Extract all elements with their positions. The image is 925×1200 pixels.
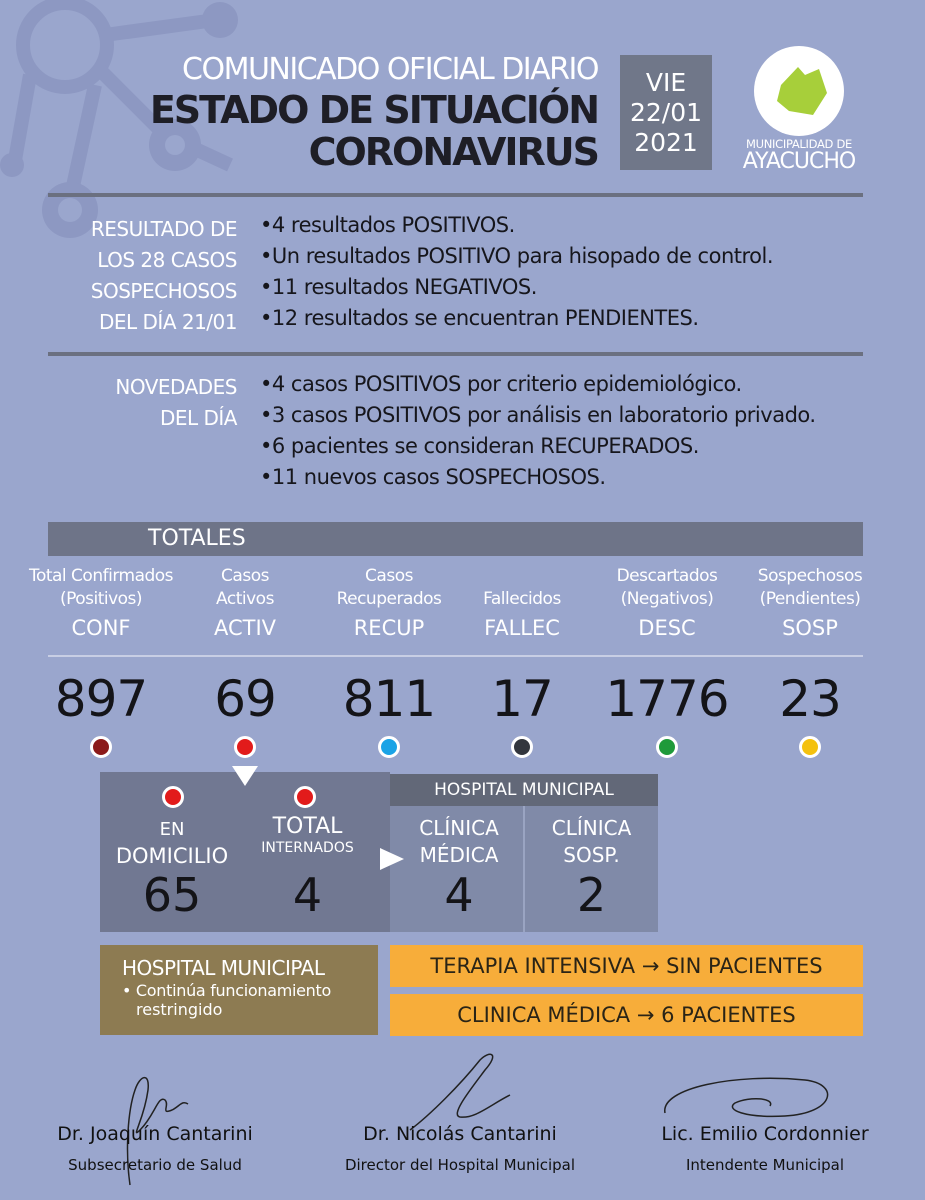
stat-name-line: (Positivos): [59, 589, 143, 609]
list-item: • 3 casos POSITIVOS por análisis en laboratorio privado.: [260, 400, 816, 431]
signature-name: Dr. Nicolás Cantarini: [363, 1123, 557, 1145]
domicilio-label: EN DOMICILIO: [115, 819, 229, 868]
totals-column: [730, 565, 890, 645]
stat-name: [587, 565, 747, 611]
status-dot-icon: [656, 736, 678, 758]
hospital-status-line: restringido: [136, 1000, 223, 1019]
stat-name-line: (Negativos): [620, 589, 714, 609]
stat-value: 897: [54, 670, 148, 728]
divider: [48, 352, 863, 356]
stat-name: [730, 565, 890, 611]
logo-top-text: MUNICIPALIDAD DE: [746, 137, 852, 151]
stat-value: 17: [491, 670, 553, 728]
signature-title: Director del Hospital Municipal: [344, 1156, 576, 1174]
results-list: [260, 210, 773, 334]
signature-name: Lic. Emilio Cordonnier: [661, 1123, 869, 1145]
signature-3-icon: [655, 1068, 845, 1128]
totals-column: [21, 565, 181, 645]
stat-abbr: FALLEC: [484, 616, 560, 640]
divider: [48, 655, 863, 657]
date-year: 2021: [634, 127, 698, 157]
list-item: • 11 resultados NEGATIVOS.: [260, 272, 773, 303]
stat-abbr: ACTIV: [213, 616, 277, 640]
clinica-sosp-label: CLÍNICA SOSP.: [551, 816, 632, 867]
list-item: • 4 resultados POSITIVOS.: [260, 210, 773, 241]
status-dot-icon: [378, 736, 400, 758]
stat-value: 811: [342, 670, 436, 728]
stat-name-line: Descartados: [616, 566, 718, 586]
hospital-status-title: HOSPITAL MUNICIPAL: [122, 956, 325, 980]
date-daymonth: 22/01: [629, 97, 703, 127]
list-item: • 11 nuevos casos SOSPECHOSOS.: [260, 462, 816, 493]
stat-abbr: CONF: [71, 616, 131, 640]
stat-name-line: Casos: [365, 566, 413, 586]
stat-name-line: Recuperados: [336, 589, 442, 609]
status-dot-icon: [511, 736, 533, 758]
signature-2-icon: [390, 1045, 530, 1135]
status-dot-icon: [234, 736, 256, 758]
logo-bottom-text: AYACUCHO: [742, 149, 856, 174]
date-box: [620, 55, 712, 170]
totals-column: [165, 565, 325, 645]
signature-title: Subsecretario de Salud: [68, 1156, 242, 1174]
stat-name-line: (Pendientes): [759, 589, 861, 609]
hospital-status-box: [100, 945, 378, 1035]
date-day: VIE: [645, 67, 687, 97]
totals-column: [442, 565, 602, 645]
news-label: NOVEDADES DEL DÍA: [115, 375, 237, 430]
hospital-status-line: • Continúa funcionamiento: [122, 981, 331, 1000]
stat-value: 69: [214, 670, 276, 728]
stat-name: [21, 565, 181, 611]
stat-abbr: RECUP: [353, 616, 425, 640]
active-dot-icon: [162, 786, 184, 808]
clinica-sosp-value: 2: [576, 868, 607, 922]
stat-name-line: Fallecidos: [483, 589, 561, 609]
clinica-medica-value: 4: [444, 868, 474, 922]
list-item: • 6 pacientes se consideran RECUPERADOS.: [260, 431, 816, 462]
stat-name: [165, 565, 325, 611]
stat-name: [442, 565, 602, 611]
status-dot-icon: [799, 736, 821, 758]
divider: [48, 193, 863, 197]
internados-label: TOTAL INTERNADOS: [261, 814, 354, 856]
list-item: • 4 casos POSITIVOS por criterio epidemiológico.: [260, 369, 816, 400]
stat-abbr: SOSP: [782, 616, 838, 640]
stat-name-line: Activos: [216, 589, 274, 609]
stat-abbr: DESC: [638, 616, 696, 640]
list-item: • 12 resultados se encuentran PENDIENTES.: [260, 303, 773, 334]
header-title: ESTADO DE SITUACIÓN: [149, 88, 598, 132]
totals-column: [587, 565, 747, 645]
active-dot-icon: [294, 786, 316, 808]
stat-value: 23: [779, 670, 841, 728]
triangle-down-icon: [230, 766, 260, 788]
internados-value: 4: [292, 868, 323, 922]
header-title-2: CORONAVIRUS: [308, 130, 598, 174]
clinica-medica-label: CLÍNICA MÉDICA: [419, 816, 499, 867]
stat-value: 1776: [605, 670, 729, 728]
status-dot-icon: [90, 736, 112, 758]
news-list: [260, 369, 816, 493]
stat-name-line: Sospechosos: [757, 566, 863, 586]
clinica-status: CLINICA MÉDICA → 6 PACIENTES: [390, 994, 863, 1036]
totals-header: TOTALES: [48, 522, 863, 556]
stat-name-line: Total Confirmados: [28, 566, 174, 586]
terapia-status: TERAPIA INTENSIVA → SIN PACIENTES: [390, 945, 863, 987]
results-label: RESULTADO DE LOS 28 CASOS SOSPECHOSOS DEL DÍA 21/01: [90, 217, 237, 334]
stat-name-line: Casos: [221, 566, 269, 586]
hospital-header: HOSPITAL MUNICIPAL: [390, 774, 658, 806]
list-item: • Un resultados POSITIVO para hisopado de control.: [260, 241, 773, 272]
domicilio-value: 65: [142, 868, 202, 922]
signature-name: Dr. Joaquín Cantarini: [57, 1123, 253, 1145]
municipality-logo-icon: [753, 45, 845, 137]
signature-title: Intendente Municipal: [685, 1156, 845, 1174]
header-subtitle: COMUNICADO OFICIAL DIARIO: [182, 52, 598, 87]
